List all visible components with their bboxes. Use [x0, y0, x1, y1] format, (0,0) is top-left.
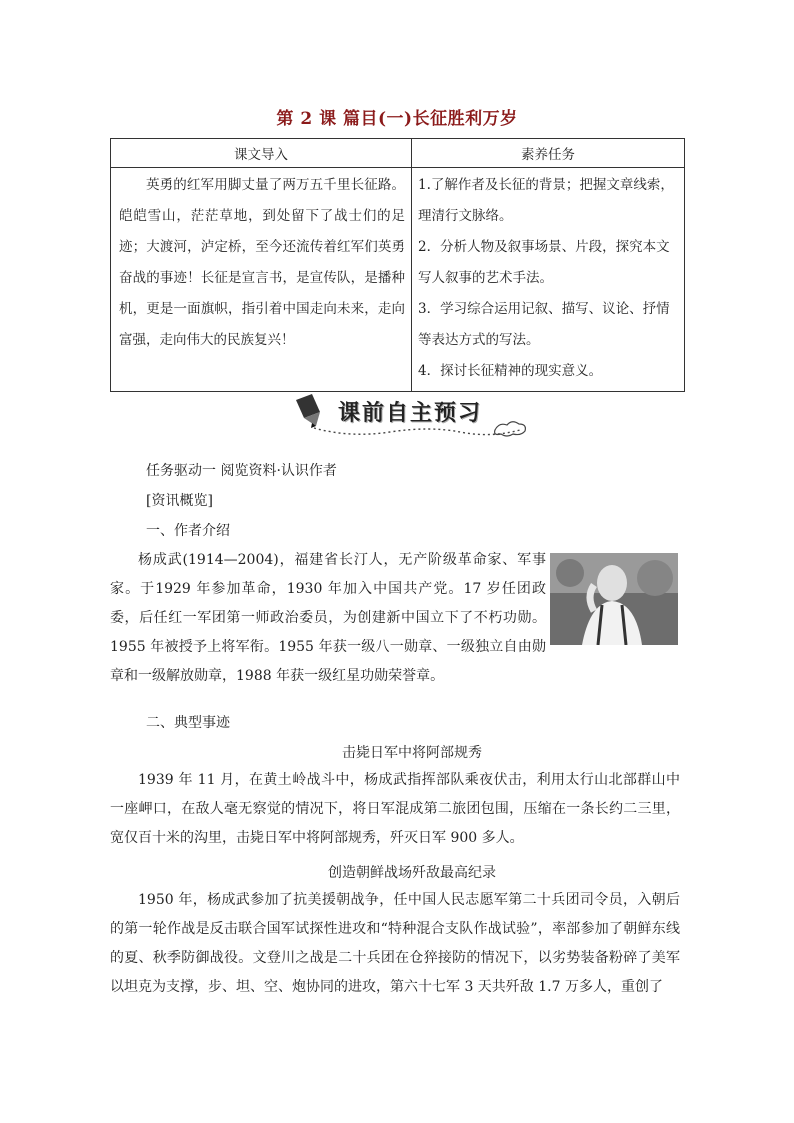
author-intro-text: 杨成武(1914—2004)，福建省长汀人，无产阶级革命家、军事家。于1929 年参加革命，1930 年加入中国共产党。17 岁任团政委，后任红一军团第一师政治委员，为创建新中国立下了不朽功勋。1955 年被授予上将军衔。1955 年获一级八一勋章、一级独立自由勋章和一级解放勋章，1988 年获一级红星功勋荣誉章。: [110, 552, 546, 684]
section-banner: [290, 392, 540, 444]
task-item: 1.了解作者及长征的背景；把握文章线索，理清行文脉络。: [418, 177, 674, 224]
header-literacy-tasks: 素养任务: [412, 139, 685, 168]
story-title: 击毙日军中将阿部规秀: [342, 745, 482, 761]
story-text: 1950 年，杨成武参加了抗美援朝战争，任中国人民志愿军第二十兵团司令员，入朝后的第一轮作战是反击联合国军试探性进攻和“特种混合支队作战试验”，率部参加了朝鲜东线的夏、秋季防御战役。文登川之战是二十兵团在仓猝接防的情况下，以劣势装备粉碎了美军以坦克为支撑，步、坦、空、炮协同的进攻，第六十七军 3 天共歼敌 1.7 万多人，重创了: [110, 892, 680, 995]
cloud-icon: [495, 422, 526, 436]
author-photo: [550, 553, 678, 645]
literacy-task-list: [412, 168, 685, 392]
task-item: 3．学习综合运用记叙、描写、议论、抒情等表达方式的写法。: [418, 301, 670, 348]
banner-title: 课前自主预习: [338, 401, 483, 426]
author-intro-heading: 一、作者介绍: [146, 523, 230, 539]
story-title: 创造朝鲜战场歼敌最高纪录: [328, 865, 496, 881]
lesson-intro-text: 英勇的红军用脚丈量了两万五千里长征路。皑皑雪山，茫茫草地，到处留下了战士们的足迹；大渡河，泸定桥，至今还流传着红军们英勇奋战的事迹！长征是宣言书，是宣传队，是播种机，更是一面旗帜，指引着中国走向未来，走向富强，走向伟大的民族复兴！: [111, 168, 412, 392]
typical-deeds-heading: 二、典型事迹: [146, 715, 230, 731]
story-text: 1939 年 11 月，在黄土岭战斗中，杨成武指挥部队乘夜伏击，利用太行山北部群山中一座岬口，在敌人毫无察觉的情况下，将日军混成第二旅团包围，压缩在一条长约二三里，宽仅百十米的沟里，击毙日军中将阿部规秀，歼灭日军 900 多人。: [110, 772, 680, 846]
task-item: 4．探讨长征精神的现实意义。: [418, 363, 603, 379]
portrait-image: [550, 553, 678, 645]
task-item: 2．分析人物及叙事场景、片段，探究本文写人叙事的艺术手法。: [418, 239, 670, 286]
lesson-title: 第 2 课 篇目(一)长征胜利万岁: [276, 109, 518, 129]
intro-table: [110, 138, 685, 392]
header-lesson-intro: 课文导入: [111, 139, 412, 168]
info-overview-label: [资讯概览]: [146, 493, 213, 509]
task-drive-heading: 任务驱动一 阅览资料·认识作者: [146, 463, 337, 479]
